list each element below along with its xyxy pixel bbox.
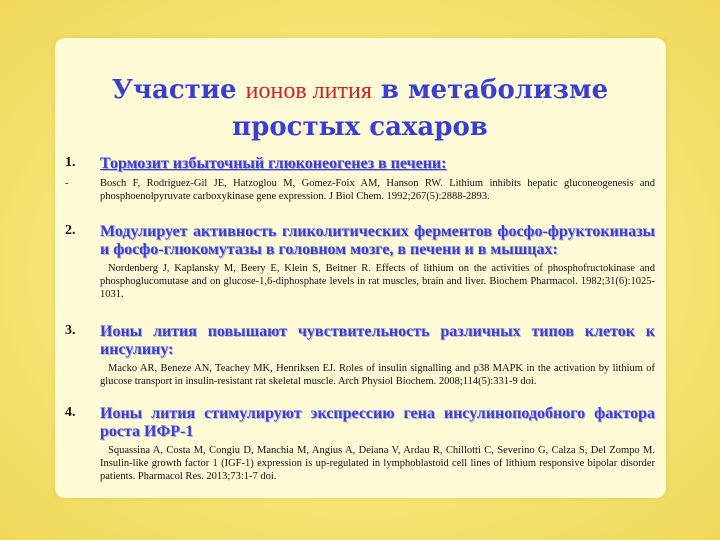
item-heading: Тормозит избыточный глюконеогенез в печени: (100, 155, 447, 172)
item-reference: Macko AR, Beneze AN, Teachey MK, Henriksen EJ. Roles of insulin signalling and p38 MAPK in the activation by lithium of glucose transport in insulin-resistant rat skeletal muscle. Arch Physiol Biochem. 2008;114(5):331-9 doi. (100, 363, 655, 387)
item-heading: Ионы лития стимулируют экспрессию гена инсулиноподобного фактора роста ИФР-1 (100, 405, 655, 440)
list-item-1 (65, 155, 655, 203)
item-reference: Nordenberg J, Kaplansky M, Beery E, Klein S, Beitner R. Effects of lithium on the activities of phosphofructokinase and phosphoglucomutase and on glucose-1,6-diphosphate levels in rat muscles, brain and liver. Biochem Pharmacol. 1982;31(6):1025-1031. (100, 263, 655, 300)
list-item-2 (65, 223, 655, 301)
item-marker: - (65, 178, 69, 189)
item-number: 4. (65, 405, 76, 420)
list-item-3 (65, 323, 655, 388)
slide-title (60, 72, 660, 145)
item-number: 1. (65, 155, 76, 170)
item-heading: Ионы лития повышают чувствительность различных типов клеток к инсулину: (100, 323, 655, 358)
item-reference: Squassina A, Costa M, Congiu D, Manchia M, Angius A, Deiana V, Ardau R, Chillotti C, Severino G, Calza S, Del Zompo M. Insulin-like growth factor 1 (IGF-1) expression is up-regulated in lymphoblastoid cell lines of lithium responsive bipolar disorder patients. Pharmacol Res. 2013;73:1-7 doi. (100, 445, 655, 482)
item-heading: Модулирует активность гликолитических ферментов фосфо-фруктокиназы и фосфо-глюкомутазы в головном мозге, в печени и в мышцах: (100, 223, 655, 258)
title-highlight: ионов лития (245, 78, 372, 104)
title-part1: Участие (111, 75, 246, 105)
list-item-4 (65, 405, 655, 483)
item-number: 3. (65, 323, 76, 338)
item-reference: Bosch F, Rodriguez-Gil JE, Hatzoglou M, Gomez-Foix AM, Hanson RW. Lithium inhibits hepatic gluconeogenesis and phosphoenolpyruvate carboxykinase gene expression. J Biol Chem. 1992;267(5):2888-2893. (100, 178, 655, 202)
item-number: 2. (65, 223, 76, 238)
title-part3: в метаболизме простых сахаров (232, 75, 609, 142)
